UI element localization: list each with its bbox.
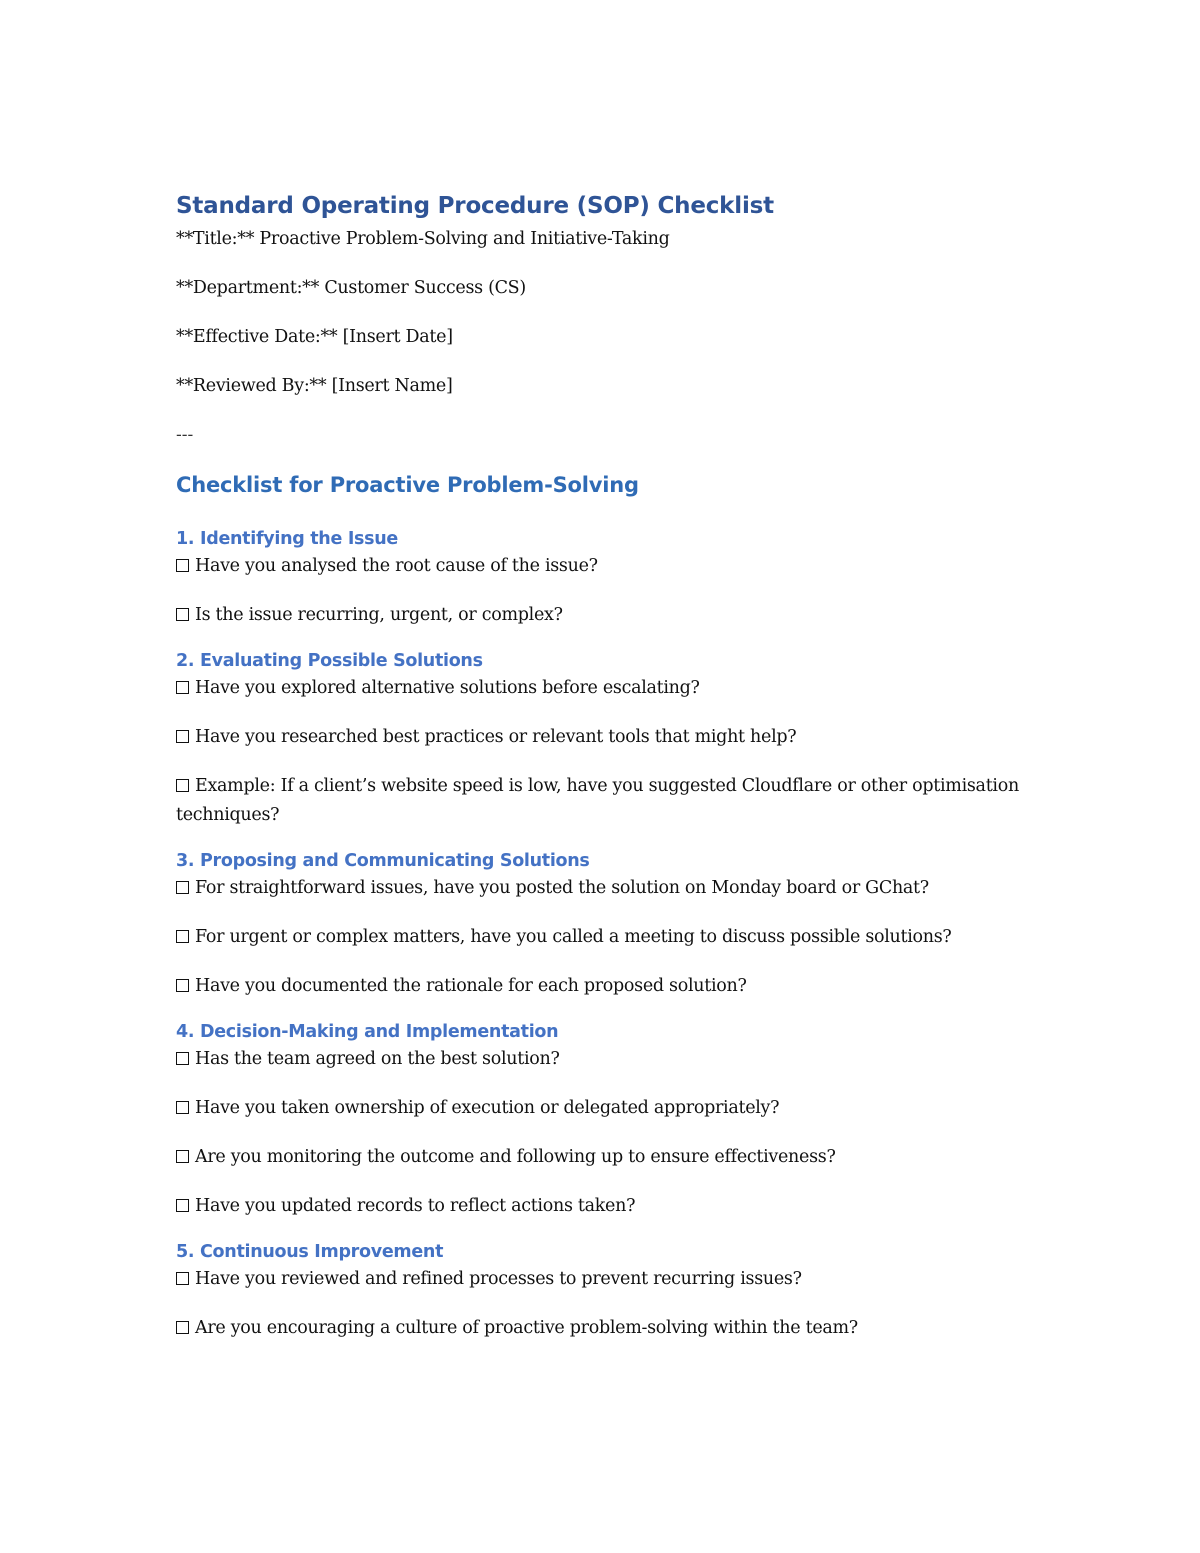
checkbox-icon[interactable] xyxy=(176,1272,189,1285)
section-heading: 4. Decision-Making and Implementation xyxy=(176,1022,559,1042)
section-decision xyxy=(176,1019,1056,1221)
checkbox-icon[interactable] xyxy=(176,930,189,943)
checkbox-icon[interactable] xyxy=(176,1321,189,1334)
document-page xyxy=(176,190,1056,1363)
section-evaluating xyxy=(176,648,1056,830)
checklist-heading: Checklist for Proactive Problem-Solving xyxy=(176,473,639,497)
checkbox-icon[interactable] xyxy=(176,681,189,694)
checkbox-icon[interactable] xyxy=(176,1199,189,1212)
section-continuous xyxy=(176,1239,1056,1343)
checklist-item[interactable]: For straightforward issues, have you posted the solution on Monday board or GChat? xyxy=(176,874,1056,903)
checklist-item[interactable]: Is the issue recurring, urgent, or complex? xyxy=(176,601,1056,630)
checkbox-icon[interactable] xyxy=(176,608,189,621)
meta-effective-date: **Effective Date:** [Insert Date] xyxy=(176,327,453,347)
meta-reviewed-by: **Reviewed By:** [Insert Name] xyxy=(176,376,453,396)
section-heading: 5. Continuous Improvement xyxy=(176,1242,444,1262)
separator: --- xyxy=(176,425,194,445)
checklist-item[interactable]: Have you documented the rationale for each proposed solution? xyxy=(176,972,1056,1001)
section-heading: 2. Evaluating Possible Solutions xyxy=(176,651,483,671)
checkbox-icon[interactable] xyxy=(176,559,189,572)
meta-department: **Department:** Customer Success (CS) xyxy=(176,278,526,298)
checklist-item[interactable]: Has the team agreed on the best solution? xyxy=(176,1045,1056,1074)
checkbox-icon[interactable] xyxy=(176,979,189,992)
checklist-item[interactable]: Are you encouraging a culture of proactive problem-solving within the team? xyxy=(176,1314,1056,1343)
checkbox-icon[interactable] xyxy=(176,1052,189,1065)
checkbox-icon[interactable] xyxy=(176,730,189,743)
section-proposing xyxy=(176,848,1056,1001)
checklist-item[interactable]: Have you explored alternative solutions before escalating? xyxy=(176,674,1056,703)
checklist-item[interactable]: Are you monitoring the outcome and following up to ensure effectiveness? xyxy=(176,1143,1056,1172)
checklist-item[interactable]: Have you researched best practices or relevant tools that might help? xyxy=(176,723,1056,752)
section-heading: 3. Proposing and Communicating Solutions xyxy=(176,851,590,871)
meta-title: **Title:** Proactive Problem-Solving and Initiative-Taking xyxy=(176,229,670,249)
checklist-item[interactable]: Have you analysed the root cause of the issue? xyxy=(176,552,1056,581)
checkbox-icon[interactable] xyxy=(176,779,189,792)
checklist-item[interactable]: Example: If a client’s website speed is low, have you suggested Cloudflare or other optimisation techniques? xyxy=(176,776,1019,825)
checkbox-icon[interactable] xyxy=(176,1101,189,1114)
checklist-item[interactable]: For urgent or complex matters, have you called a meeting to discuss possible solutions? xyxy=(176,923,1056,952)
checkbox-icon[interactable] xyxy=(176,881,189,894)
section-heading: 1. Identifying the Issue xyxy=(176,529,399,549)
section-identifying xyxy=(176,526,1056,630)
checklist-item[interactable]: Have you reviewed and refined processes to prevent recurring issues? xyxy=(176,1265,1056,1294)
checkbox-icon[interactable] xyxy=(176,1150,189,1163)
checklist-item[interactable]: Have you taken ownership of execution or delegated appropriately? xyxy=(176,1094,1056,1123)
checklist-item[interactable]: Have you updated records to reflect actions taken? xyxy=(176,1192,1056,1221)
document-title: Standard Operating Procedure (SOP) Checklist xyxy=(176,193,774,219)
